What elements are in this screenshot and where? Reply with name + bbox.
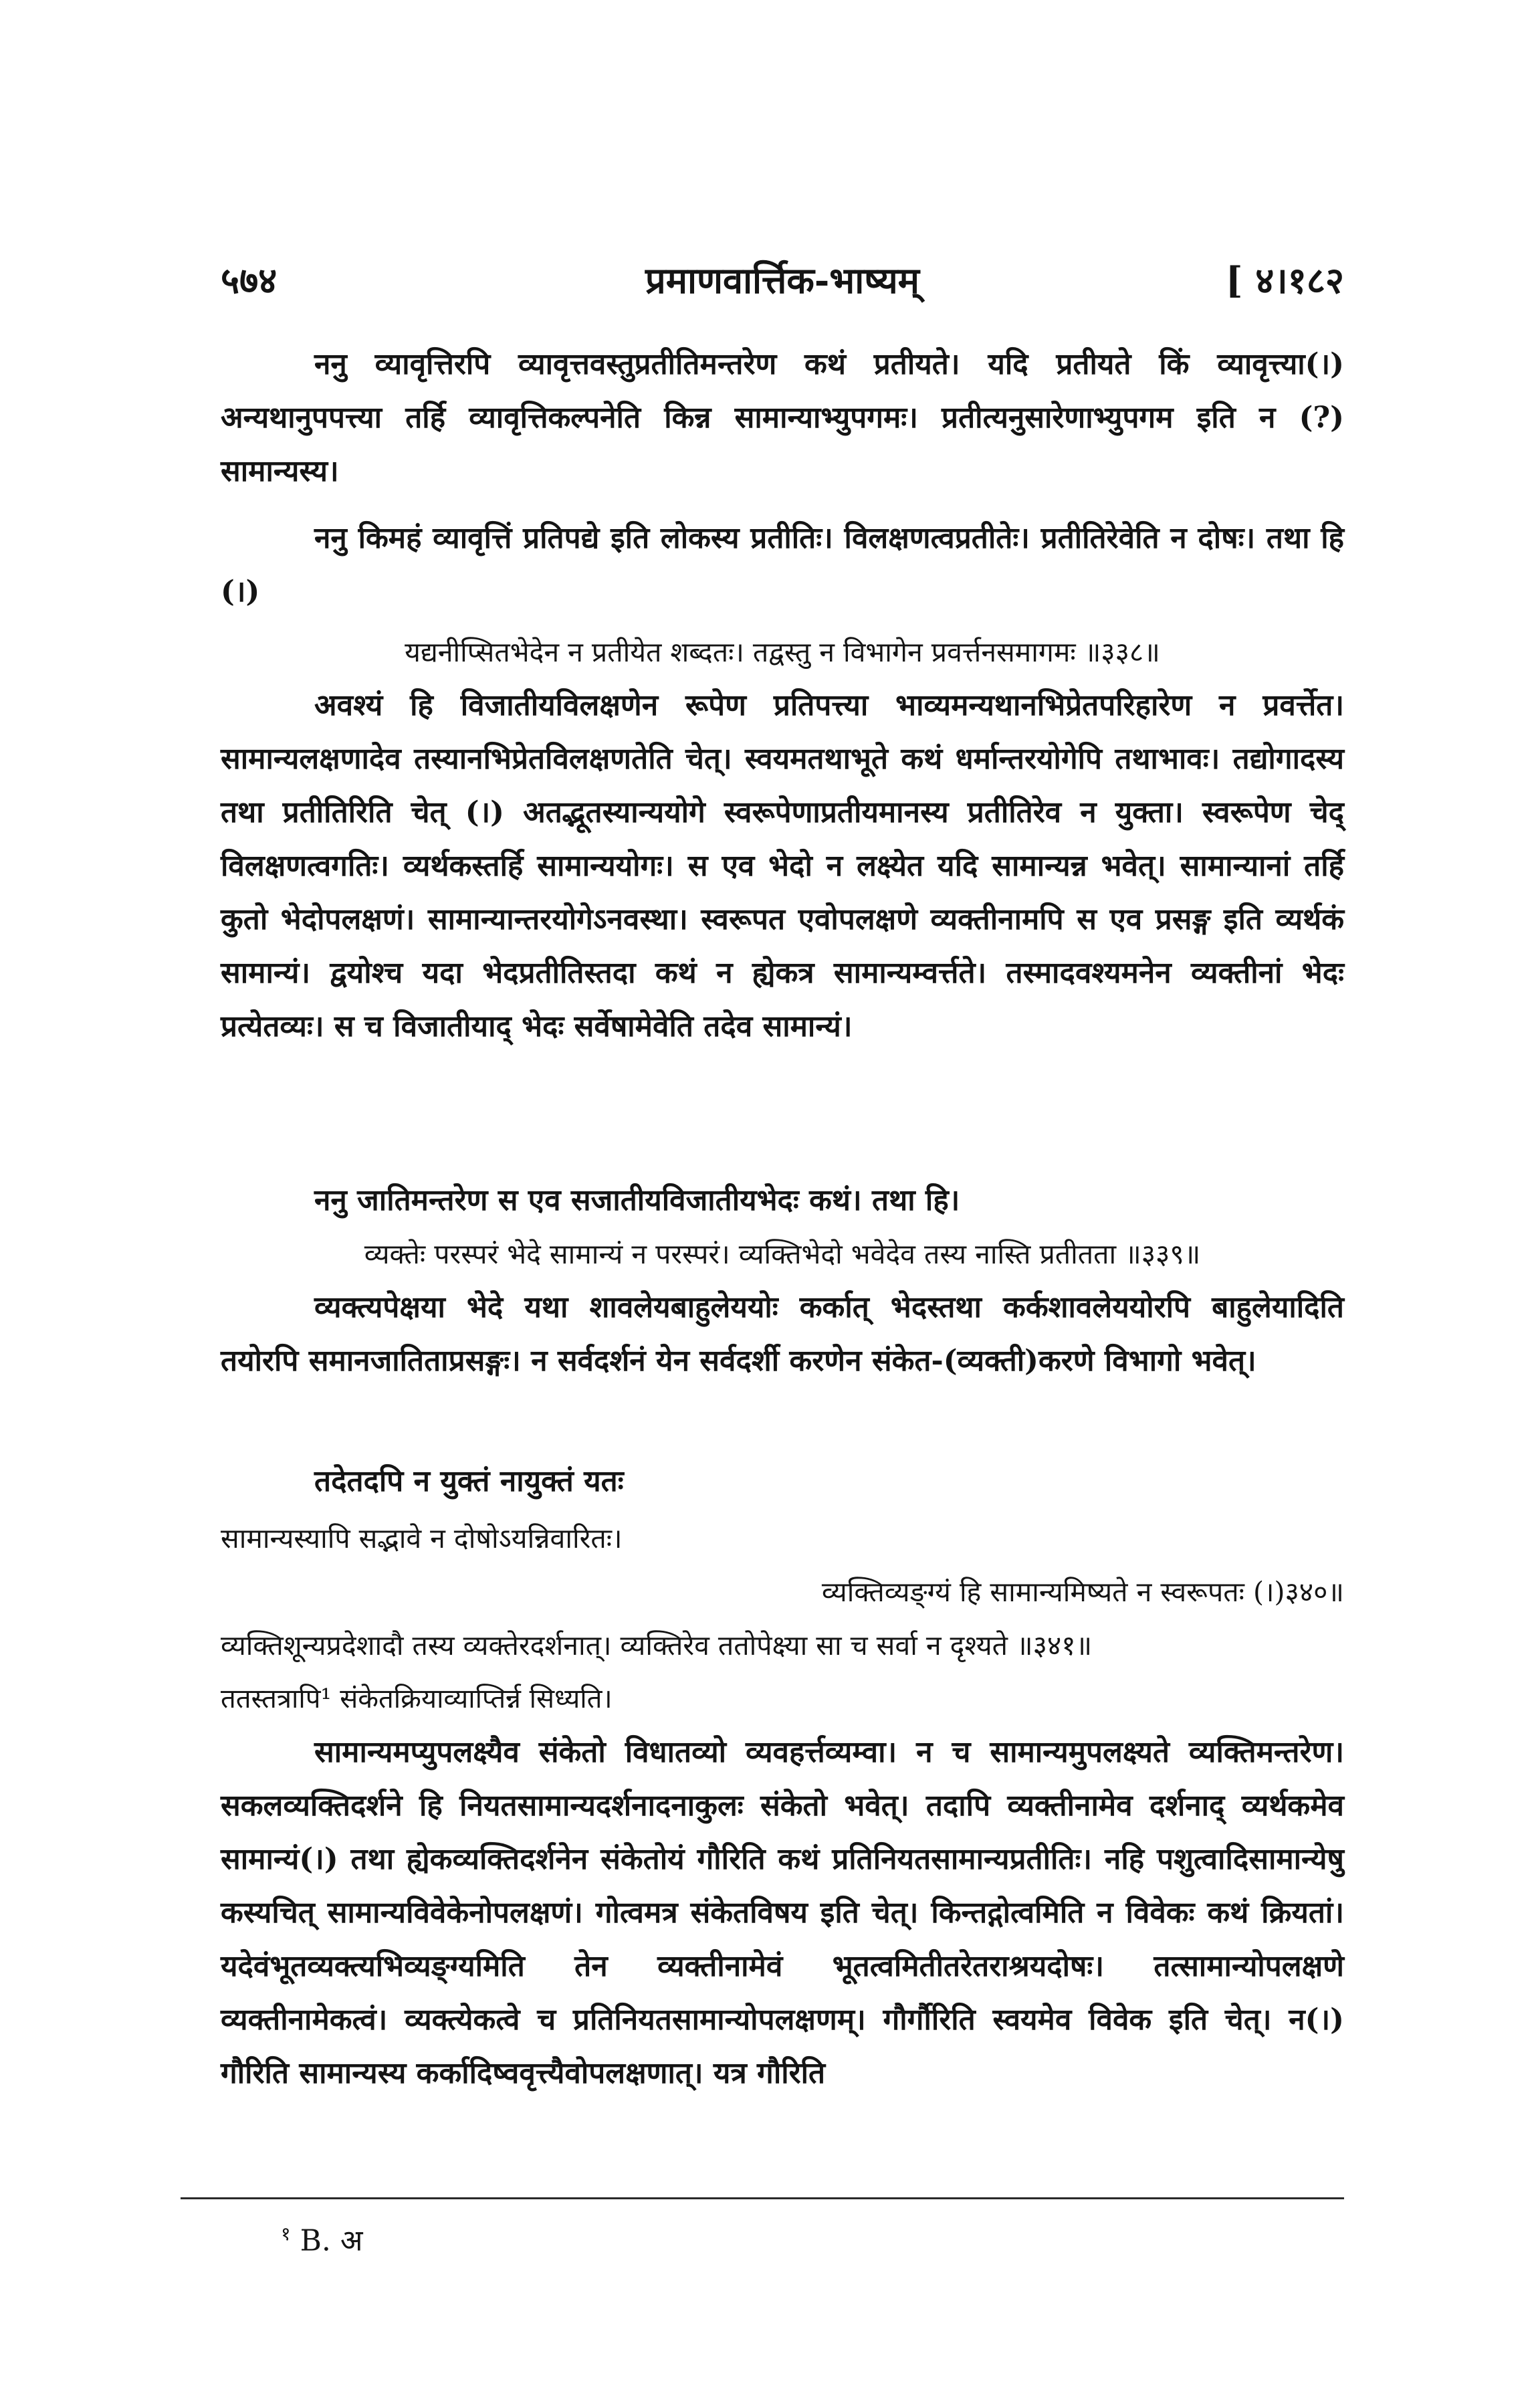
book-title: प्रमाणवार्त्तिक-भाष्यम् <box>645 259 919 302</box>
verse-339: व्यक्तेः परस्परं भेदे सामान्यं न परस्परं। व्यक्तिभेदो भवेदेव तस्य नास्ति प्रतीतता ॥३३९॥ <box>364 1238 1201 1270</box>
footnote-text: B. अ <box>300 2223 363 2258</box>
paragraph-7: ततस्तत्रापि¹ संकेतक्रियाव्याप्तिर्न्न सिध्यति। <box>221 1684 613 1714</box>
verse-340-first-half: सामान्यस्यापि सद्भावे न दोषोऽयन्निवारितः। <box>221 1522 623 1554</box>
paragraph-1: ननु व्यावृत्तिरपि व्यावृत्तवस्तुप्रतीतिमन्तरेण कथं प्रतीयते। यदि प्रतीयते किं व्यावृत्त्या(।) अन्यथानुपपत्त्या तर्हि व्यावृत्तिकल्पनेति किन्न सामान्याभ्युपगमः। प्रतीत्यनुसारेणाभ्युपगम इति न (?) सामान्यस्य। <box>221 347 1344 488</box>
verse-338: यद्यनीप्सितभेदेन न प्रतीयेत शब्दतः। तद्वस्तु न विभागेन प्रवर्त्तनसमागमः ॥३३८॥ <box>405 636 1160 668</box>
paragraph-6: तदेतदपि न युक्तं नायुक्तं यतः <box>314 1464 624 1498</box>
paragraph-3: अवश्यं हि विजातीयविलक्षणेन रूपेण प्रतिपत्त्या भाव्यमन्यथानभिप्रेतपरिहारेण न प्रवर्त्तेत। सामान्यलक्षणादेव तस्यानभिप्रेतविलक्षणतेति चेत्। स्वयमतथाभूते कथं धर्मान्तरयोगेपि तथाभावः। तद्योगादस्य तथा प्रतीतिरिति चेत् (।) अतद्भूतस्यान्ययोगे स्वरूपेणाप्रतीयमानस्य प्रतीतिरेव न युक्ता। स्वरूपेण चेद् विलक्षणत्वगतिः। व्यर्थकस्तर्हि सामान्ययोगः। स एव भेदो न लक्ष्येत यदि सामान्यन्न भवेत्। सामान्यानां तर्हि कुतो भेदोपलक्षणं। सामान्यान्तरयोगेऽनवस्था। स्वरूपत एवोपलक्षणे व्यक्तीनामपि स एव प्रसङ्ग इति व्यर्थकं सामान्यं। द्वयोश्च यदा भेदप्रतीतिस्तदा कथं न ह्येकत्र सामान्यम्वर्त्तते। तस्मादवश्यमनेन व्यक्तीनां भेदः प्रत्येतव्यः। स च विजातीयाद् भेदः सर्वेषामेवेति तदेव सामान्यं। <box>221 688 1344 1043</box>
paragraph-2: ननु किमहं व्यावृत्तिं प्रतिपद्ये इति लोकस्य प्रतीतिः। विलक्षणत्वप्रतीतेः। प्रतीतिरेवेति न दोषः। तथा हि (।) <box>221 521 1344 609</box>
paragraph-5: व्यक्त्यपेक्षया भेदे यथा शावलेयबाहुलेययोः कर्कात् भेदस्तथा कर्कशावलेययोरपि बाहुलेयादिति तयोरपि समानजातिताप्रसङ्गः। न सर्वदर्शनं येन सर्वदर्शी करणेन संकेत-(व्यक्ती)करणे विभागो भवेत्। <box>221 1290 1344 1378</box>
verse-341: व्यक्तिशून्यप्रदेशादौ तस्य व्यक्तेरदर्शनात्। व्यक्तिरेव ततोपेक्ष्या सा च सर्वा न दृश्यते ॥३४१॥ <box>221 1629 1093 1662</box>
page-number: ५७४ <box>221 259 278 302</box>
section-reference: [ ४।१८२ <box>1225 259 1344 302</box>
verse-340-second-half: व्यक्तिव्यङ्ग्यं हि सामान्यमिष्यते न स्वरूपतः (।)३४०॥ <box>821 1576 1344 1608</box>
footnote <box>281 2207 363 2268</box>
paragraph-8: सामान्यमप्युपलक्ष्यैव संकेतो विधातव्यो व्यवहर्त्तव्यम्वा। न च सामान्यमुपलक्ष्यते व्यक्तिमन्तरेण। सकलव्यक्तिदर्शने हि नियतसामान्यदर्शनादनाकुलः संकेतो भवेत्। तदापि व्यक्तीनामेव दर्शनाद् व्यर्थकमेव सामान्यं(।) तथा ह्येकव्यक्तिदर्शनेन संकेतोयं गौरिति कथं प्रतिनियतसामान्यप्रतीतिः। नहि पशुत्वादिसामान्येषु कस्यचित् सामान्यविवेकेनोपलक्षणं। गोत्वमत्र संकेतविषय इति चेत्। किन्तद्गोत्वमिति न विवेकः कथं क्रियतां। यदेवंभूतव्यक्त्यभिव्यङ्ग्यमिति तेन व्यक्तीनामेवं भूतत्वमितीतरेतराश्रयदोषः। तत्सामान्योपलक्षणे व्यक्तीनामेकत्वं। व्यक्त्येकत्वे च प्रतिनियतसामान्योपलक्षणम्। गौर्गौरिति स्वयमेव विवेक इति चेत्। न(।) गौरिति सामान्यस्य कर्कादिष्ववृत्त्यैवोपलक्षणात्। यत्र गौरिति <box>221 1735 1344 2090</box>
footnote-divider <box>181 2197 1344 2199</box>
paragraph-4: ननु जातिमन्तरेण स एव सजातीयविजातीयभेदः कथं। तथा हि। <box>314 1183 960 1217</box>
footnote-marker: १ <box>281 2223 291 2245</box>
running-head <box>221 254 1344 308</box>
